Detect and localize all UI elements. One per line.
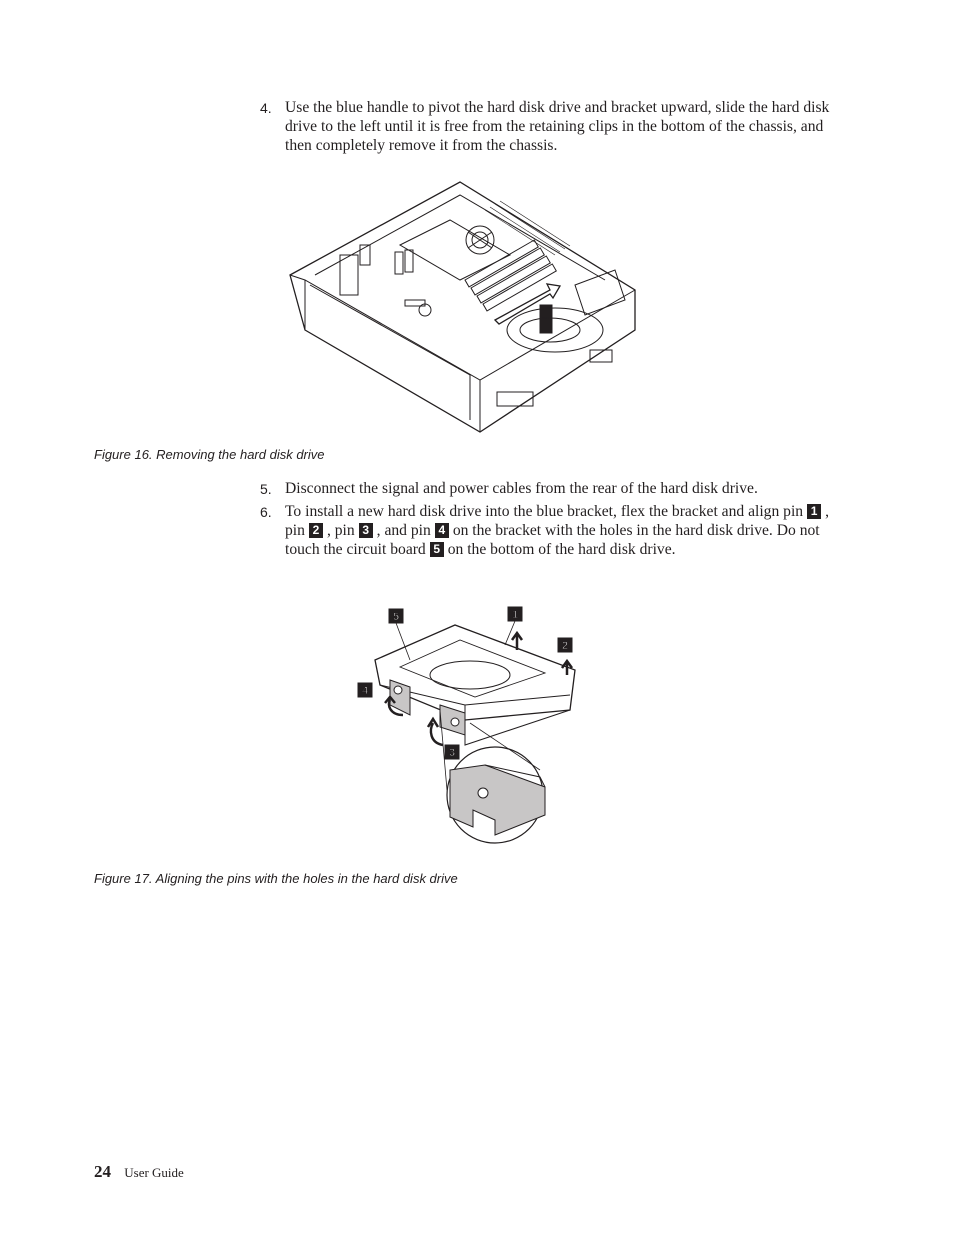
- step-number: 4.: [260, 100, 272, 116]
- callout-4: 4: [435, 523, 449, 538]
- step-text: Use the blue handle to pivot the hard disk drive and bracket upward, slide the hard disk drive to the left until it is free from the retaining clips in the bottom of the chassis, and then completely remove it from the chassis.: [285, 99, 830, 154]
- figure-callout-label: 1: [511, 609, 519, 621]
- step-text-part: , and pin: [376, 521, 431, 539]
- figure-callout-label: 5: [392, 611, 400, 623]
- step-text: Disconnect the signal and power cables from the rear of the hard disk drive.: [285, 480, 758, 497]
- callout-5: 5: [430, 542, 444, 557]
- step-number: 6.: [260, 504, 272, 520]
- callout-2: 2: [309, 523, 323, 538]
- figure-callout-label: 2: [561, 640, 569, 652]
- step-text: [285, 503, 830, 559]
- figure-callout-label: 3: [448, 747, 456, 759]
- step-text-part: To install a new hard disk drive into the blue bracket, flex the bracket and align pin: [285, 503, 804, 520]
- figure-callout-label: 4: [361, 685, 369, 697]
- step-text-part: on the bracket with the holes in the hard disk drive. Do not touch the circuit board: [285, 521, 820, 558]
- document-title: User Guide: [124, 1165, 184, 1180]
- callout-3: 3: [359, 523, 373, 538]
- step-number: 5.: [260, 481, 272, 497]
- step-text-part: , pin: [285, 503, 830, 539]
- page-footer: [94, 1162, 184, 1182]
- step-5: [260, 480, 830, 499]
- step-4: [260, 99, 830, 155]
- figure-16-chassis-illustration: [285, 180, 645, 435]
- figure-17-caption: Figure 17. Aligning the pins with the holes in the hard disk drive: [94, 871, 458, 886]
- figure-16-caption: Figure 16. Removing the hard disk drive: [94, 447, 325, 462]
- step-text-part: , pin: [326, 521, 355, 539]
- figure-17-bracket-illustration: [355, 605, 585, 857]
- callout-1: 1: [807, 504, 821, 519]
- page-number: 24: [94, 1162, 111, 1181]
- step-6: [260, 503, 830, 559]
- step-text-part: on the bottom of the hard disk drive.: [447, 540, 676, 558]
